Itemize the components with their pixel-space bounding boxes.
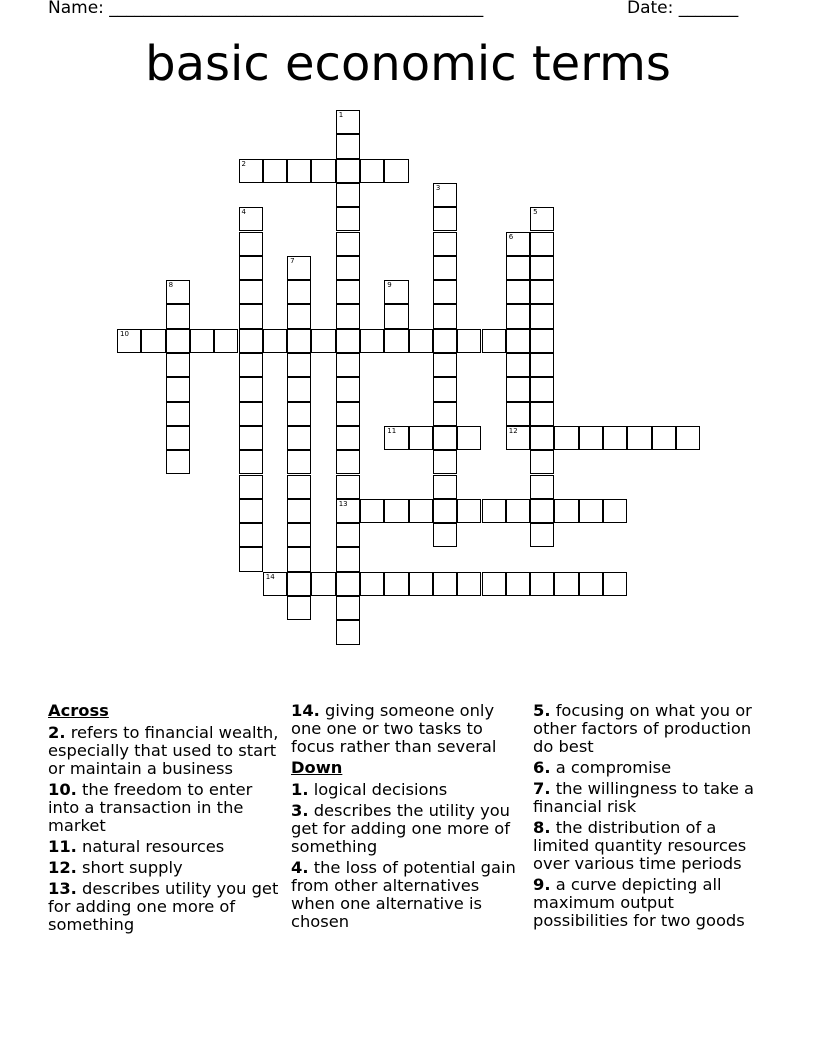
grid-cell[interactable] <box>287 572 311 596</box>
grid-cell[interactable] <box>506 353 530 377</box>
grid-cell[interactable] <box>579 499 603 523</box>
grid-cell[interactable] <box>457 426 481 450</box>
clue-number-label: 10 <box>120 329 129 338</box>
grid-cell[interactable] <box>530 499 554 523</box>
grid-cell[interactable] <box>433 256 457 280</box>
grid-cell[interactable] <box>287 499 311 523</box>
grid-cell[interactable] <box>287 304 311 328</box>
across-clue-14 <box>291 702 527 756</box>
grid-cell[interactable] <box>336 110 360 134</box>
grid-cell[interactable] <box>579 572 603 596</box>
grid-cell[interactable] <box>263 572 287 596</box>
grid-cell[interactable] <box>287 159 311 183</box>
clue-text: logical decisions <box>308 780 448 799</box>
down-clue-1 <box>291 781 527 799</box>
grid-cell[interactable] <box>506 572 530 596</box>
date-field[interactable]: Date: _______ <box>627 0 739 18</box>
grid-cell[interactable] <box>433 304 457 328</box>
grid-cell[interactable] <box>530 232 554 256</box>
grid-cell[interactable] <box>384 426 408 450</box>
grid-cell[interactable] <box>457 499 481 523</box>
grid-cell[interactable] <box>287 256 311 280</box>
grid-cell[interactable] <box>530 304 554 328</box>
clue-number: 5. <box>533 701 551 720</box>
grid-cell[interactable] <box>336 499 360 523</box>
clue-number-label: 7 <box>290 256 295 265</box>
grid-cell[interactable] <box>433 329 457 353</box>
clue-number: 12. <box>48 858 77 877</box>
grid-cell[interactable] <box>554 572 578 596</box>
clue-number-label: 6 <box>508 232 514 241</box>
grid-cell[interactable] <box>530 475 554 499</box>
grid-cell[interactable] <box>190 329 214 353</box>
clue-number-label: 2 <box>241 159 246 168</box>
grid-cell[interactable] <box>433 402 457 426</box>
grid-cell[interactable] <box>287 353 311 377</box>
grid-cell[interactable] <box>360 499 384 523</box>
grid-cell[interactable] <box>263 329 287 353</box>
grid-cell[interactable] <box>433 426 457 450</box>
down-clue-6 <box>533 759 769 777</box>
grid-cell[interactable] <box>530 450 554 474</box>
clue-number-label: 5 <box>533 208 538 217</box>
grid-cell[interactable] <box>433 572 457 596</box>
grid-cell[interactable] <box>384 572 408 596</box>
across-clue-11 <box>48 838 284 856</box>
grid-cell[interactable] <box>506 329 530 353</box>
down-clue-3 <box>291 802 527 856</box>
grid-cell[interactable] <box>287 377 311 401</box>
name-field[interactable]: Name: ____________________________________________ <box>48 0 484 18</box>
grid-cell[interactable] <box>311 329 335 353</box>
grid-cell[interactable] <box>287 402 311 426</box>
clue-number: 13. <box>48 879 77 898</box>
grid-cell[interactable] <box>336 426 360 450</box>
clue-number-label: 11 <box>387 426 397 435</box>
page-title: basic economic terms <box>145 36 671 92</box>
grid-cell[interactable] <box>336 280 360 304</box>
grid-cell[interactable] <box>287 329 311 353</box>
grid-cell[interactable] <box>384 499 408 523</box>
clue-text: a compromise <box>550 758 672 777</box>
grid-cell[interactable] <box>166 304 190 328</box>
grid-cell[interactable] <box>554 426 578 450</box>
clue-text: refers to financial wealth, especially that used to start or maintain a business <box>48 723 279 778</box>
grid-cell[interactable] <box>409 572 433 596</box>
grid-cell[interactable] <box>166 280 190 304</box>
grid-cell[interactable] <box>457 572 481 596</box>
grid-cell[interactable] <box>239 353 263 377</box>
grid-cell[interactable] <box>336 620 360 644</box>
clue-text: short supply <box>76 858 183 877</box>
grid-cell[interactable] <box>409 499 433 523</box>
grid-cell[interactable] <box>166 377 190 401</box>
clue-text: a curve depicting all maximum output possibilities for two goods <box>533 875 745 930</box>
clue-number-label: 3 <box>435 183 441 192</box>
grid-cell[interactable] <box>530 280 554 304</box>
clue-column-3 <box>533 702 769 933</box>
grid-cell[interactable] <box>336 450 360 474</box>
grid-cell[interactable] <box>554 499 578 523</box>
grid-cell[interactable] <box>506 426 530 450</box>
grid-cell[interactable] <box>239 499 263 523</box>
grid-cell[interactable] <box>360 329 384 353</box>
grid-cell[interactable] <box>336 596 360 620</box>
clue-number: 14. <box>291 701 320 720</box>
grid-cell[interactable] <box>336 207 360 231</box>
grid-cell[interactable] <box>239 547 263 571</box>
clue-column-1 <box>48 702 284 937</box>
down-clue-8 <box>533 819 769 873</box>
grid-cell[interactable] <box>239 280 263 304</box>
clue-number: 8. <box>533 818 551 837</box>
grid-cell[interactable] <box>530 207 554 231</box>
grid-cell[interactable] <box>603 426 627 450</box>
grid-cell[interactable] <box>141 329 165 353</box>
grid-cell[interactable] <box>239 304 263 328</box>
grid-cell[interactable] <box>530 329 554 353</box>
grid-cell[interactable] <box>530 353 554 377</box>
grid-cell[interactable] <box>384 329 408 353</box>
clue-text: the freedom to enter into a transaction in the market <box>48 780 253 835</box>
grid-cell[interactable] <box>287 523 311 547</box>
grid-cell[interactable] <box>482 499 506 523</box>
grid-cell[interactable] <box>506 256 530 280</box>
grid-cell[interactable] <box>530 572 554 596</box>
grid-cell[interactable] <box>239 256 263 280</box>
grid-cell[interactable] <box>336 572 360 596</box>
grid-cell[interactable] <box>530 523 554 547</box>
grid-cell[interactable] <box>287 547 311 571</box>
grid-cell[interactable] <box>214 329 238 353</box>
clue-column-2 <box>291 702 527 934</box>
clue-number-label: 1 <box>338 111 344 119</box>
grid-cell[interactable] <box>239 329 263 353</box>
grid-cell[interactable] <box>384 159 408 183</box>
grid-cell[interactable] <box>336 256 360 280</box>
grid-cell[interactable] <box>360 159 384 183</box>
clue-number: 6. <box>533 758 551 777</box>
down-clue-9 <box>533 876 769 930</box>
down-heading: Down <box>291 758 343 777</box>
grid-cell[interactable] <box>457 329 481 353</box>
grid-cell[interactable] <box>482 572 506 596</box>
grid-cell[interactable] <box>603 499 627 523</box>
grid-cell[interactable] <box>433 523 457 547</box>
grid-cell[interactable] <box>336 547 360 571</box>
grid-cell[interactable] <box>506 499 530 523</box>
clue-number-label: 14 <box>265 572 275 581</box>
grid-cell[interactable] <box>506 377 530 401</box>
grid-cell[interactable] <box>530 402 554 426</box>
grid-cell[interactable] <box>652 426 676 450</box>
grid-cell[interactable] <box>627 426 651 450</box>
clue-number: 1. <box>291 780 309 799</box>
across-clue-2 <box>48 724 284 778</box>
grid-cell[interactable] <box>239 159 263 183</box>
grid-cell[interactable] <box>311 572 335 596</box>
clue-text: focusing on what you or other factors of production do best <box>533 701 752 756</box>
grid-cell[interactable] <box>336 159 360 183</box>
grid-cell[interactable] <box>239 475 263 499</box>
grid-cell[interactable] <box>409 329 433 353</box>
grid-cell[interactable] <box>482 329 506 353</box>
clue-number: 7. <box>533 779 551 798</box>
grid-cell[interactable] <box>166 329 190 353</box>
clue-text: the distribution of a limited quantity resources over various time periods <box>533 818 747 873</box>
down-clue-5 <box>533 702 769 756</box>
grid-cell[interactable] <box>433 353 457 377</box>
grid-cell[interactable] <box>603 572 627 596</box>
clue-number-label: 12 <box>508 426 518 435</box>
clue-number: 11. <box>48 837 77 856</box>
grid-cell[interactable] <box>287 596 311 620</box>
grid-cell[interactable] <box>239 207 263 231</box>
clue-number: 9. <box>533 875 551 894</box>
grid-cell[interactable] <box>311 159 335 183</box>
clue-text: the loss of potential gain from other alternatives when one alternative is chosen <box>291 858 516 931</box>
clue-text: the willingness to take a financial risk <box>533 779 755 816</box>
grid-cell[interactable] <box>433 475 457 499</box>
clue-text: describes utility you get for adding one more of something <box>48 879 279 934</box>
grid-cell[interactable] <box>166 426 190 450</box>
grid-cell[interactable] <box>433 499 457 523</box>
grid-cell[interactable] <box>287 475 311 499</box>
grid-cell[interactable] <box>530 377 554 401</box>
grid-cell[interactable] <box>433 183 457 207</box>
clue-text: describes the utility you get for adding one more of something <box>291 801 510 856</box>
grid-cell[interactable] <box>336 183 360 207</box>
grid-cell[interactable] <box>239 523 263 547</box>
grid-cell[interactable] <box>336 304 360 328</box>
across-clue-10 <box>48 781 284 835</box>
grid-cell[interactable] <box>676 426 700 450</box>
grid-cell[interactable] <box>336 377 360 401</box>
grid-cell[interactable] <box>287 426 311 450</box>
clue-text: natural resources <box>76 837 225 856</box>
grid-cell[interactable] <box>384 304 408 328</box>
grid-cell[interactable] <box>117 329 141 353</box>
down-clue-7 <box>533 780 769 816</box>
grid-cell[interactable] <box>166 450 190 474</box>
grid-cell[interactable] <box>336 134 360 158</box>
grid-cell[interactable] <box>239 377 263 401</box>
grid-cell[interactable] <box>433 377 457 401</box>
across-clue-12 <box>48 859 284 877</box>
grid-cell[interactable] <box>239 402 263 426</box>
across-clue-13 <box>48 880 284 934</box>
grid-cell[interactable] <box>336 523 360 547</box>
grid-cell[interactable] <box>506 402 530 426</box>
grid-cell[interactable] <box>433 207 457 231</box>
grid-cell[interactable] <box>409 426 433 450</box>
grid-cell[interactable] <box>530 426 554 450</box>
grid-cell[interactable] <box>506 304 530 328</box>
grid-cell[interactable] <box>336 329 360 353</box>
grid-cell[interactable] <box>530 256 554 280</box>
grid-cell[interactable] <box>263 159 287 183</box>
clue-number-label: 9 <box>387 281 392 290</box>
grid-cell[interactable] <box>287 450 311 474</box>
clue-number: 4. <box>291 858 309 877</box>
grid-cell[interactable] <box>239 450 263 474</box>
across-heading: Across <box>48 701 109 720</box>
grid-cell[interactable] <box>433 280 457 304</box>
grid-cell[interactable] <box>506 280 530 304</box>
grid-cell[interactable] <box>336 402 360 426</box>
grid-cell[interactable] <box>384 280 408 304</box>
down-clue-4 <box>291 859 527 931</box>
grid-cell[interactable] <box>360 572 384 596</box>
clue-number-label: 8 <box>168 281 174 290</box>
clue-text: giving someone only one one or two tasks to focus rather than several <box>291 701 497 756</box>
grid-cell[interactable] <box>166 353 190 377</box>
grid-cell[interactable] <box>336 353 360 377</box>
grid-cell[interactable] <box>336 475 360 499</box>
grid-cell[interactable] <box>239 232 263 256</box>
clue-number: 3. <box>291 801 309 820</box>
grid-cell[interactable] <box>239 426 263 450</box>
grid-cell[interactable] <box>433 450 457 474</box>
grid-cell[interactable] <box>287 280 311 304</box>
grid-cell[interactable] <box>336 232 360 256</box>
clue-number: 2. <box>48 723 66 742</box>
clue-number-label: 13 <box>338 499 348 508</box>
grid-cell[interactable] <box>166 402 190 426</box>
grid-cell[interactable] <box>579 426 603 450</box>
clue-number-label: 4 <box>241 208 246 217</box>
grid-cell[interactable] <box>433 232 457 256</box>
grid-cell[interactable] <box>506 232 530 256</box>
clue-number: 10. <box>48 780 77 799</box>
